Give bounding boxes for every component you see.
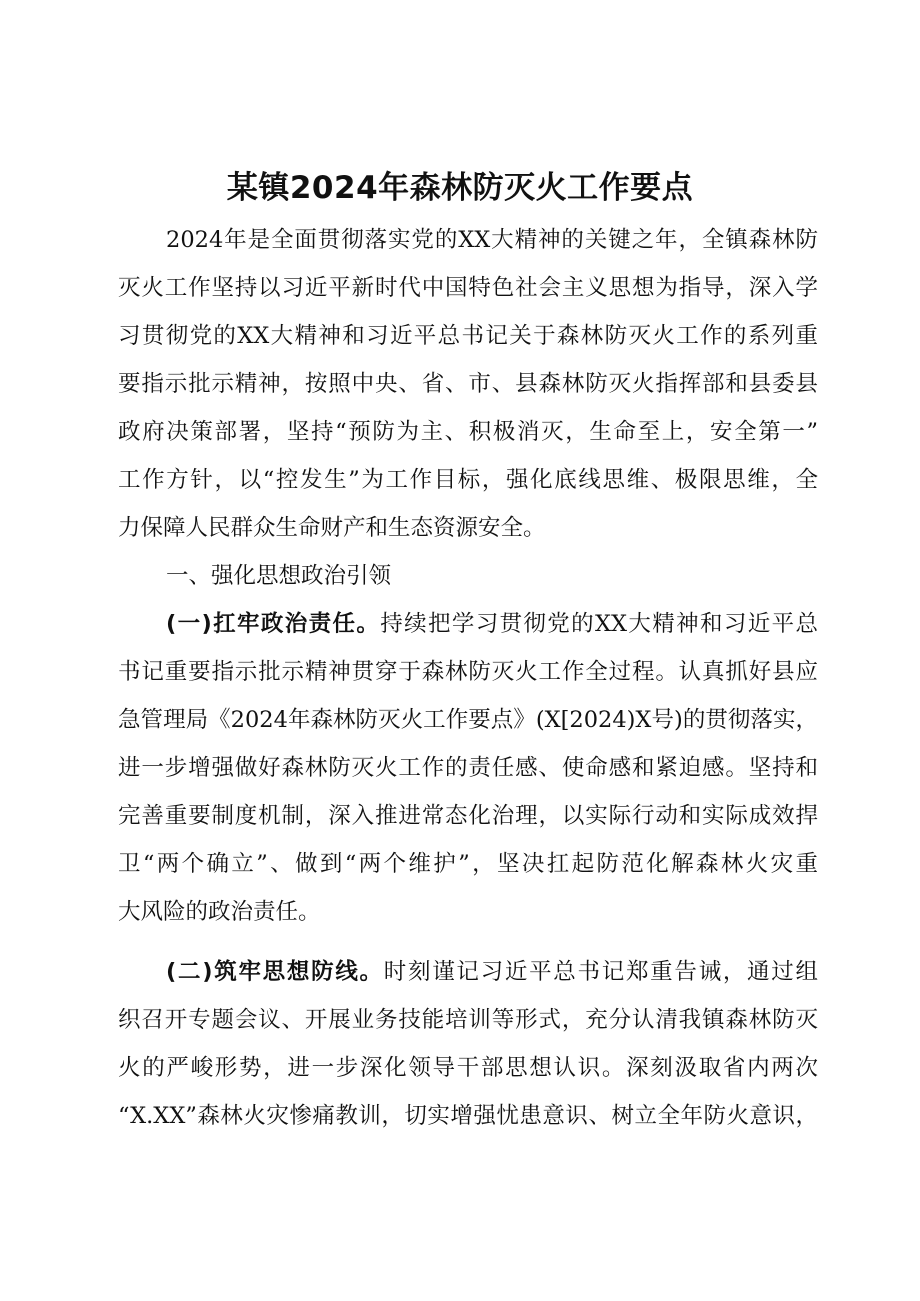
item2-first-line [166, 957, 818, 987]
item2-line: 织召开专题会议、开展业务技能培训等形式，充分认清我镇森林防灭 [118, 1007, 818, 1033]
item1-line: 急管理局《2024年森林防灭火工作要点》(X[2024)X号)的贯彻落实， [118, 707, 818, 733]
intro-line: 政府决策部署，坚持“预防为主、积极消灭，生命至上，安全第一” [118, 419, 818, 445]
item2-line: “X.XX”森林火灾惨痛教训，切实增强忧患意识、树立全年防火意识， [118, 1103, 818, 1129]
intro-line: 习贯彻党的XX大精神和习近平总书记关于森林防灭火工作的系列重 [118, 323, 818, 349]
item2-first-line-text: 时刻谨记习近平总书记郑重告诫，通过组 [383, 959, 818, 985]
item2-label: (二)筑牢思想防线。 [166, 959, 384, 985]
item1-label: (一)扛牢政治责任。 [166, 611, 381, 637]
document-title: 某镇2024年森林防灭火工作要点 [226, 170, 694, 206]
item1-first-line-text: 持续把学习贯彻党的XX大精神和习近平总 [380, 611, 818, 637]
item2-line: 火的严峻形势，进一步深化领导干部思想认识。深刻汲取省内两次 [118, 1055, 818, 1081]
section-heading: 一、强化思想政治引领 [166, 563, 392, 589]
item1-line: 大风险的政治责任。 [118, 899, 321, 925]
intro-line: 2024年是全面贯彻落实党的XX大精神的关键之年，全镇森林防 [166, 227, 818, 253]
intro-line: 力保障人民群众生命财产和生态资源安全。 [118, 515, 546, 541]
item1-line: 卫“两个确立”、做到“两个维护”，坚决扛起防范化解森林火灾重 [118, 851, 818, 877]
item1-first-line [166, 609, 818, 639]
item1-line: 书记重要指示批示精神贯穿于森林防灭火工作全过程。认真抓好县应 [118, 659, 818, 685]
intro-line: 灭火工作坚持以习近平新时代中国特色社会主义思想为指导，深入学 [118, 275, 818, 301]
intro-line: 要指示批示精神，按照中央、省、市、县森林防灭火指挥部和县委县 [118, 371, 818, 397]
item1-line: 进一步增强做好森林防灭火工作的责任感、使命感和紧迫感。坚持和 [118, 755, 818, 781]
item1-line: 完善重要制度机制，深入推进常态化治理，以实际行动和实际成效捍 [118, 803, 818, 829]
intro-line: 工作方针，以“控发生”为工作目标，强化底线思维、极限思维，全 [118, 467, 818, 493]
